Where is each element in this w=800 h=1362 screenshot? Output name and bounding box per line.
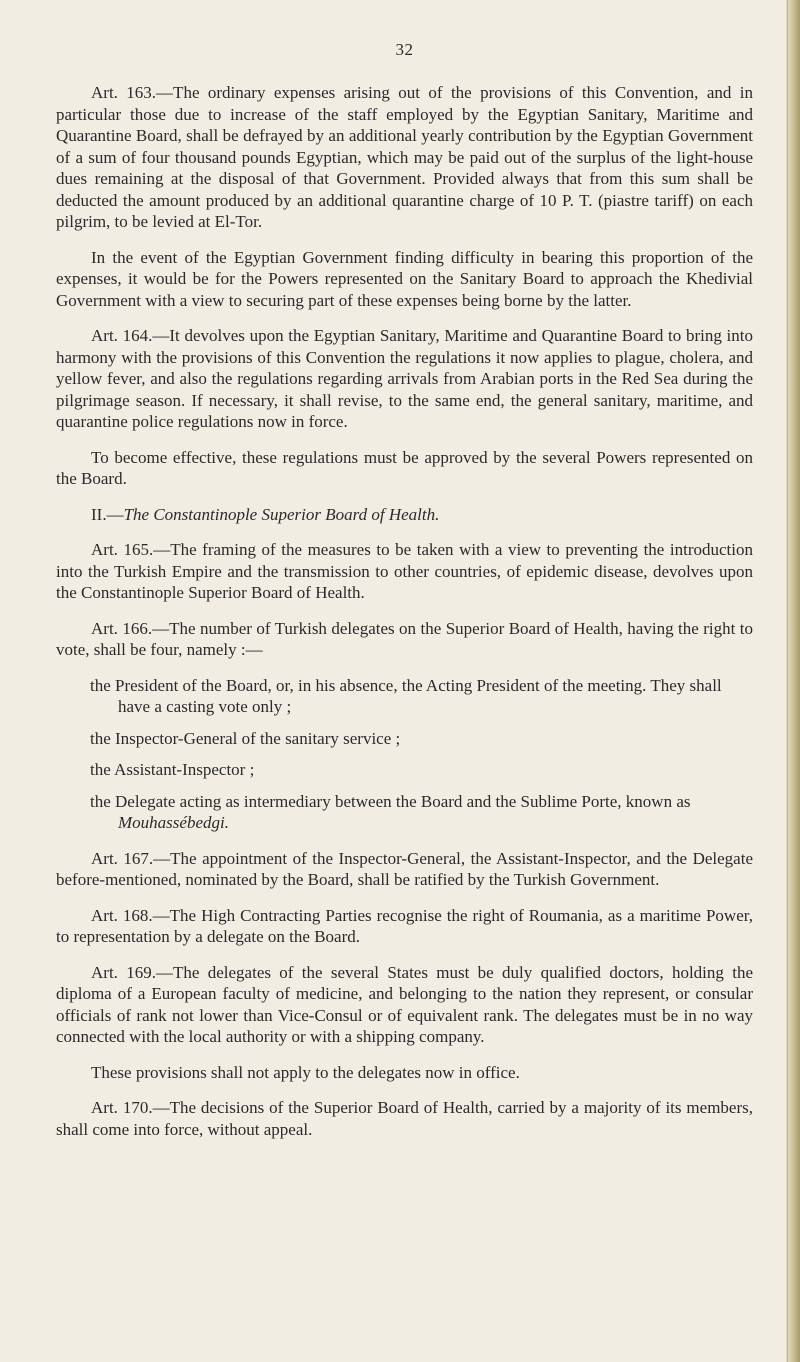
section-heading-constantinople	[56, 504, 753, 526]
provisions-paragraph: These provisions shall not apply to the delegates now in office.	[91, 1062, 520, 1082]
page-edge-line	[787, 0, 788, 1362]
article-167: Art. 167.—The appointment of the Inspector-General, the Assistant-Inspector, and the Delegate before-mentioned, nominated by the Board, shall be ratified by the Turkish Government.	[56, 848, 753, 889]
egyptian-difficulty-paragraph: In the event of the Egyptian Government finding difficulty in bearing this proportion of the expenses, it would be for the Powers represented on the Sanitary Board to approach the Khedivial Government with a view to securing part of these expenses being borne by the latter.	[56, 247, 753, 310]
page-number: 32	[395, 40, 414, 59]
turkish-delegates-list	[56, 675, 753, 834]
section-heading-prefix: II.—	[91, 504, 124, 524]
article-168: Art. 168.—The High Contracting Parties recognise the right of Roumania, as a maritime Power, to representation by a delegate on the Board.	[56, 905, 753, 946]
document-page	[56, 40, 753, 1340]
section-heading-title: The Constantinople Superior Board of Health.	[123, 504, 440, 524]
delegate-item-assistant-inspector: the Assistant-Inspector ;	[90, 760, 255, 779]
article-163: Art. 163.—The ordinary expenses arising out of the provisions of this Convention, and in particular those due to increase of the staff employed by the Egyptian Sanitary, Maritime and Quarantine Board, shall be defrayed by an additional yearly contribution by the Egyptian Government of a sum of four thousand pounds Egyptian, which may be paid out of the surplus of the light-house dues remaining at the disposal of that Government. Provided always that from this sum shall be deducted the amount produced by an additional quarantine charge of 10 P. T. (piastre tariff) on each pilgrim, to be levied at El-Tor.	[56, 83, 753, 231]
delegate-item-intermediary-text: the Delegate acting as intermediary between the Board and the Sublime Porte, known as	[90, 791, 691, 811]
article-166: Art. 166.—The number of Turkish delegates on the Superior Board of Health, having the right to vote, shall be four, namely :—	[56, 618, 753, 659]
effective-paragraph: To become effective, these regulations must be approved by the several Powers represented on the Board.	[56, 447, 753, 488]
article-170: Art. 170.—The decisions of the Superior Board of Health, carried by a majority of its members, shall come into force, without appeal.	[56, 1098, 753, 1139]
article-165: Art. 165.—The framing of the measures to be taken with a view to preventing the introduction into the Turkish Empire and the transmission to other countries, of epidemic disease, devolves upon the Constantinople Superior Board of Health.	[56, 540, 753, 602]
delegate-item-president: the President of the Board, or, in his absence, the Acting President of the meeting. They shall have a casting vote only ;	[90, 675, 722, 716]
mouhassebedgi-term: Mouhassébedgi.	[118, 813, 229, 832]
delegate-item-intermediary	[56, 791, 753, 834]
page-edge-shadow	[786, 0, 800, 1362]
article-164: Art. 164.—It devolves upon the Egyptian Sanitary, Maritime and Quarantine Board to bring into harmony with the provisions of this Convention the regulations it now applies to plague, cholera, and yellow fever, and also the regulations regarding arrivals from Arabian ports in the Red Sea during the pilgrimage season. If necessary, it shall revise, to the same end, the general sanitary, maritime, and quarantine police regulations now in force.	[56, 326, 753, 431]
delegate-item-inspector-general: the Inspector-General of the sanitary service ;	[90, 728, 401, 748]
article-169: Art. 169.—The delegates of the several States must be duly qualified doctors, holding the diploma of a European faculty of medicine, and belonging to the nation they represent, or consular officials of rank not lower than Vice-Consul or of equivalent rank. The delegates must be in no way connected with the local authority or with a shipping company.	[56, 962, 753, 1046]
